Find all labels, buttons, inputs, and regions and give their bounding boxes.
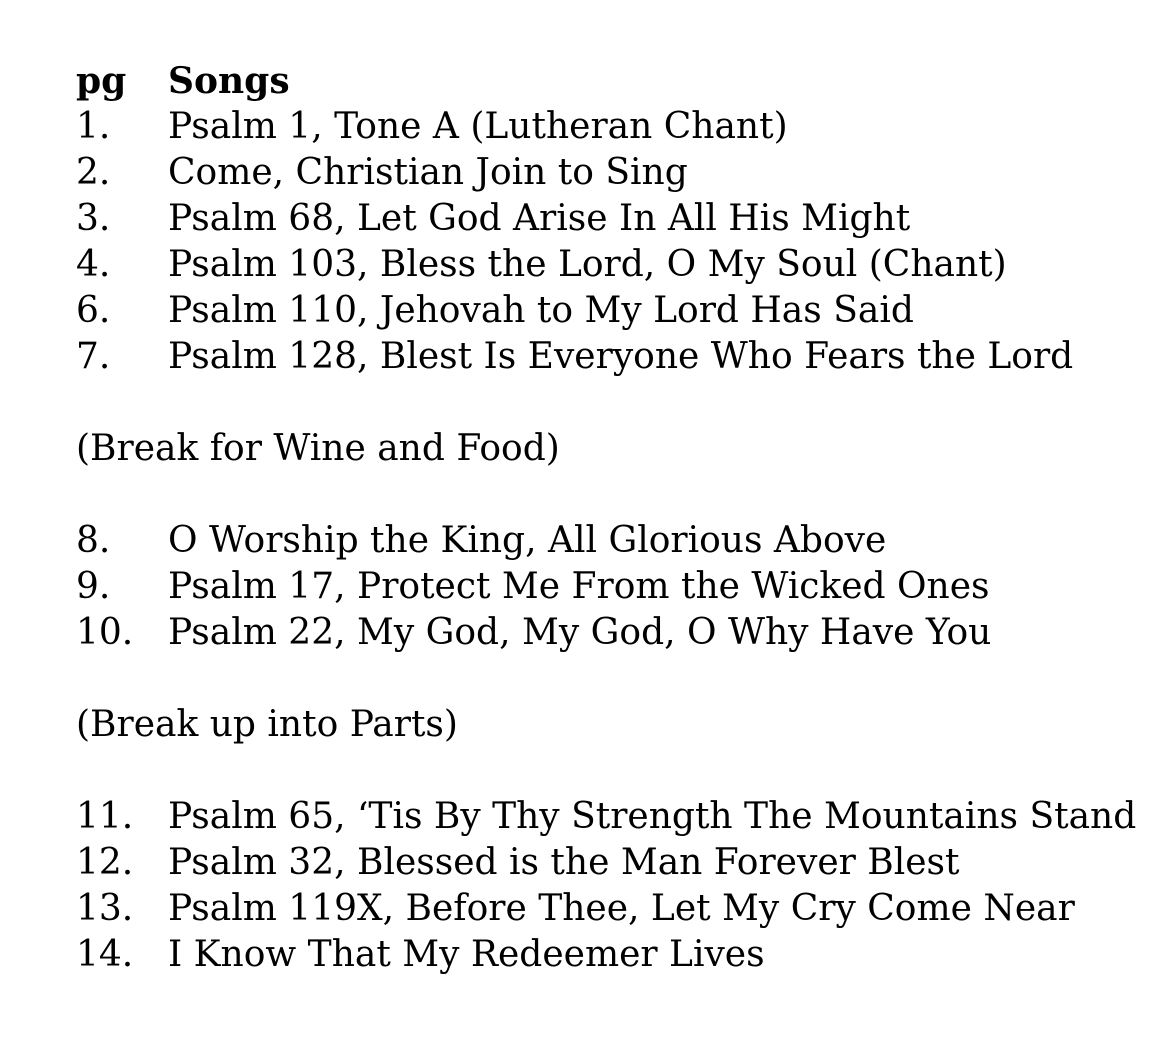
page-number: 11. [76,796,134,837]
list-item [76,518,1136,564]
list-item [76,610,1136,656]
song-title: Psalm 65, ‘Tis By Thy Strength The Mountains Stand [168,796,1137,837]
page-number: 13. [76,888,134,929]
list-item [76,242,1136,288]
break-note-wine-food: (Break for Wine and Food) [76,428,560,469]
break-note-parts: (Break up into Parts) [76,704,458,745]
song-title: O Worship the King, All Glorious Above [168,520,887,561]
spacer [76,656,1136,702]
songs-column-header: Songs [168,60,290,102]
spacer [76,472,1136,518]
song-title: Psalm 32, Blessed is the Man Forever Blest [168,842,960,883]
song-title: Come, Christian Join to Sing [168,152,688,193]
spacer [76,380,1136,426]
page-number: 1. [76,106,111,147]
song-title: Psalm 119X, Before Thee, Let My Cry Come Near [168,888,1075,929]
song-title: Psalm 17, Protect Me From the Wicked Ones [168,566,990,607]
list-item [76,288,1136,334]
list-item [76,334,1136,380]
list-item [76,196,1136,242]
song-title: Psalm 68, Let God Arise In All His Might [168,198,911,239]
page-number: 14. [76,934,134,975]
song-title: Psalm 1, Tone A (Lutheran Chant) [168,106,788,147]
song-title: Psalm 128, Blest Is Everyone Who Fears the Lord [168,336,1074,377]
page-number: 6. [76,290,111,331]
page-number: 3. [76,198,111,239]
list-header [76,58,1136,104]
song-title: Psalm 22, My God, My God, O Why Have You [168,612,992,653]
page-number: 10. [76,612,134,653]
page-number: 7. [76,336,111,377]
list-item [76,932,1136,978]
list-item [76,150,1136,196]
list-item [76,564,1136,610]
page-column-header: pg [76,60,127,102]
spacer [76,748,1136,794]
list-item [76,840,1136,886]
page-number: 9. [76,566,111,607]
song-list [76,58,1136,978]
page-number: 12. [76,842,134,883]
list-item [76,794,1136,840]
song-title: Psalm 110, Jehovah to My Lord Has Said [168,290,914,331]
list-item [76,104,1136,150]
page-number: 8. [76,520,111,561]
list-item [76,886,1136,932]
page-number: 2. [76,152,111,193]
song-title: I Know That My Redeemer Lives [168,934,765,975]
song-title: Psalm 103, Bless the Lord, O My Soul (Chant) [168,244,1007,285]
page-number: 4. [76,244,111,285]
